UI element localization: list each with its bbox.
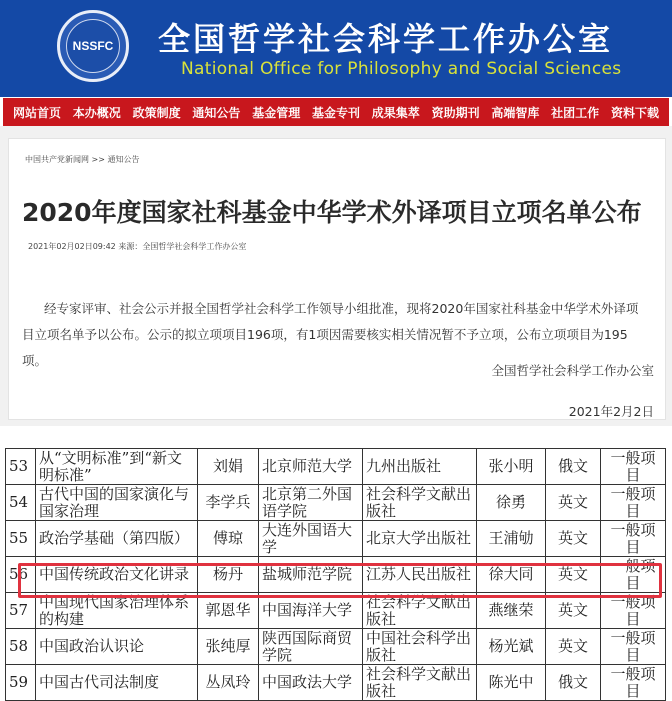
highlight-box (18, 563, 662, 598)
table-row (6, 665, 666, 701)
institution-cell: 中国海洋大学 (259, 593, 363, 629)
nav-item[interactable]: 政策制度 (132, 105, 181, 120)
publisher-cell: 社会科学文献出版社 (363, 593, 477, 629)
institution-cell: 大连外国语大学 (259, 521, 363, 557)
project-title-cell: 政治学基础（第四版） (36, 521, 198, 557)
language-cell: 英文 (546, 485, 601, 521)
nssfc-logo[interactable]: NSSFC (57, 10, 129, 82)
project-title-cell: 中国古代司法制度 (36, 665, 198, 701)
article-meta: 2021年02月02日09:42 来源：全国哲学社会科学工作办公室 (28, 242, 247, 251)
nav-item[interactable]: 资料下载 (610, 105, 659, 120)
institution-cell: 北京师范大学 (259, 449, 363, 485)
original-author-cell: 燕继荣 (477, 593, 546, 629)
project-title-cell: 古代中国的国家演化与国家治理 (36, 485, 198, 521)
project-title-cell: 中国政治认识论 (36, 629, 198, 665)
language-cell: 英文 (546, 593, 601, 629)
nav-item[interactable]: 本办概况 (72, 105, 121, 120)
table-row (6, 629, 666, 665)
project-type-cell: 一般项目 (601, 629, 666, 665)
project-type-cell: 一般项目 (601, 665, 666, 701)
applicant-cell: 杨丹 (198, 557, 259, 593)
language-cell: 英文 (546, 629, 601, 665)
project-title-cell: 中国现代国家治理体系的构建 (36, 593, 198, 629)
project-type-cell: 一般项目 (601, 449, 666, 485)
institution-cell: 中国政法大学 (259, 665, 363, 701)
nav-item[interactable]: 基金专刊 (311, 105, 360, 120)
original-author-cell: 徐大同 (477, 557, 546, 593)
publisher-cell: 中国社会科学出版社 (363, 629, 477, 665)
publisher-cell: 九州出版社 (363, 449, 477, 485)
publisher-cell: 社会科学文献出版社 (363, 485, 477, 521)
nav-item[interactable]: 成果集萃 (371, 105, 420, 120)
main-nav (3, 98, 669, 126)
row-number-cell: 55 (6, 521, 36, 557)
nav-item[interactable]: 通知公告 (192, 105, 241, 120)
original-author-cell: 杨光斌 (477, 629, 546, 665)
site-title: 全国哲学社会科学工作办公室 (158, 20, 614, 58)
institution-cell: 陕西国际商贸学院 (259, 629, 363, 665)
site-header (0, 0, 672, 97)
publisher-cell: 江苏人民出版社 (363, 557, 477, 593)
project-type-cell: 一般项目 (601, 557, 666, 593)
applicant-cell: 李学兵 (198, 485, 259, 521)
applicant-cell: 张纯厚 (198, 629, 259, 665)
project-type-cell: 一般项目 (601, 485, 666, 521)
project-title-cell: 中国传统政治文化讲录 (36, 557, 198, 593)
applicant-cell: 丛凤玲 (198, 665, 259, 701)
original-author-cell: 陈光中 (477, 665, 546, 701)
breadcrumb[interactable]: 中国共产党新闻网 >> 通知公告 (25, 155, 140, 164)
institution-cell: 北京第二外国语学院 (259, 485, 363, 521)
applicant-cell: 刘娟 (198, 449, 259, 485)
original-author-cell: 徐勇 (477, 485, 546, 521)
row-number-cell: 57 (6, 593, 36, 629)
article-title: 2020年度国家社科基金中华学术外译项目立项名单公布 (22, 198, 642, 227)
original-author-cell: 王浦劬 (477, 521, 546, 557)
applicant-cell: 傅琼 (198, 521, 259, 557)
project-title-cell: 从“文明标准”到“新文明标准” (36, 449, 198, 485)
table-row (6, 449, 666, 485)
nav-item[interactable]: 网站首页 (13, 105, 62, 120)
nav-item[interactable]: 高端智库 (491, 105, 540, 120)
site-subtitle: National Office for Philosophy and Social Sciences (181, 59, 622, 79)
publisher-cell: 社会科学文献出版社 (363, 665, 477, 701)
institution-cell: 盐城师范学院 (259, 557, 363, 593)
article-signature: 全国哲学社会科学工作办公室 (491, 363, 654, 378)
row-number-cell: 56 (6, 557, 36, 593)
language-cell: 英文 (546, 557, 601, 593)
row-number-cell: 53 (6, 449, 36, 485)
table-row (6, 521, 666, 557)
table-row (6, 485, 666, 521)
nav-item[interactable]: 基金管理 (252, 105, 301, 120)
language-cell: 俄文 (546, 449, 601, 485)
row-number-cell: 59 (6, 665, 36, 701)
project-type-cell: 一般项目 (601, 593, 666, 629)
nav-item[interactable]: 资助期刊 (431, 105, 480, 120)
article-body: 经专家评审、社会公示并报全国哲学社会科学工作领导小组批准，现将2020年国家社科基金中华学术外译项目立项名单予以公布。公示的拟立项项目196项，有1项因需要核实相关情况暂不予立项，公布立项项目为195项。 (22, 301, 639, 368)
applicant-cell: 郭恩华 (198, 593, 259, 629)
article-date: 2021年2月2日 (568, 404, 654, 419)
language-cell: 英文 (546, 521, 601, 557)
language-cell: 俄文 (546, 665, 601, 701)
publisher-cell: 北京大学出版社 (363, 521, 477, 557)
row-number-cell: 54 (6, 485, 36, 521)
nav-item[interactable]: 社团工作 (551, 105, 600, 120)
original-author-cell: 张小明 (477, 449, 546, 485)
row-number-cell: 58 (6, 629, 36, 665)
project-type-cell: 一般项目 (601, 521, 666, 557)
